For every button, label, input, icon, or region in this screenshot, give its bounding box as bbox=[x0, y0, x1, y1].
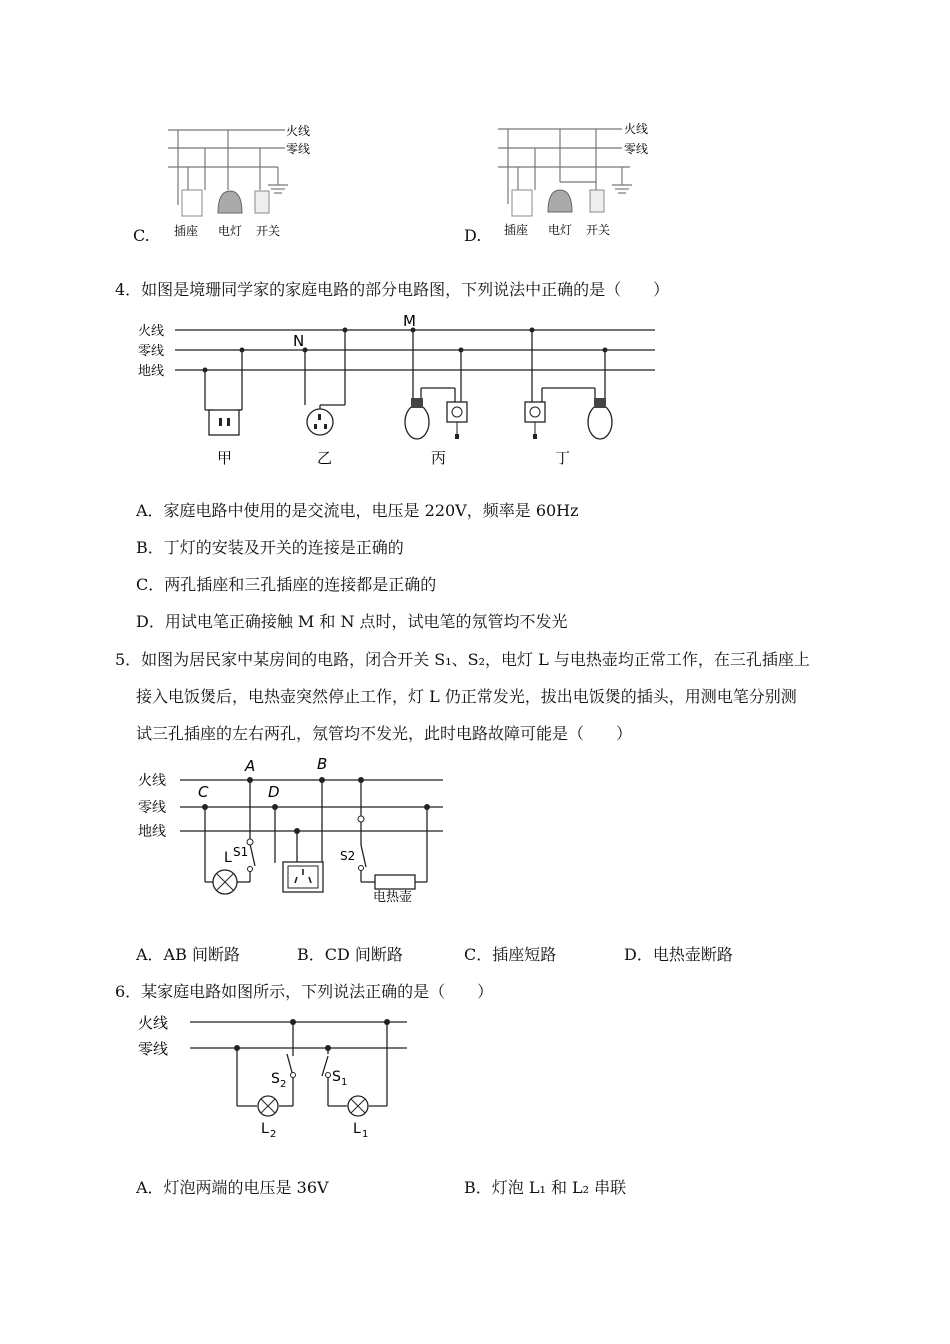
q6-option-a: A．灯泡两端的电压是 36V bbox=[136, 1178, 329, 1197]
svg-text:A: A bbox=[245, 757, 256, 775]
q6-stem: 6．某家庭电路如图所示，下列说法正确的是（ ） bbox=[115, 982, 494, 1001]
svg-text:2: 2 bbox=[280, 1079, 287, 1090]
svg-text:C: C bbox=[198, 783, 209, 801]
svg-text:S1: S1 bbox=[233, 845, 249, 859]
svg-text:开关: 开关 bbox=[256, 224, 281, 238]
svg-text:M: M bbox=[403, 312, 416, 330]
q5-stem-line2: 接入电饭煲后，电热壶突然停止工作，灯 L 仍正常发光，拔出电饭煲的插头，用测电笔分别测 bbox=[136, 687, 797, 706]
svg-text:丁: 丁 bbox=[555, 449, 571, 467]
q6-circuit-figure bbox=[135, 1008, 415, 1143]
svg-text:零线: 零线 bbox=[624, 142, 649, 156]
svg-text:零线: 零线 bbox=[138, 344, 165, 359]
svg-text:地线: 地线 bbox=[138, 824, 166, 840]
svg-text:电灯: 电灯 bbox=[548, 223, 573, 237]
svg-text:2: 2 bbox=[270, 1129, 277, 1140]
svg-text:电灯: 电灯 bbox=[218, 224, 243, 238]
q5-stem-line1: 5．如图为居民家中某房间的电路，闭合开关 S₁、S₂，电灯 L 与电热壶均正常工作，在三孔插座上 bbox=[115, 650, 810, 669]
svg-text:N: N bbox=[293, 332, 305, 350]
q3-option-d-figure bbox=[490, 112, 660, 242]
svg-text:零线: 零线 bbox=[138, 1040, 169, 1058]
svg-text:开关: 开关 bbox=[586, 223, 611, 237]
svg-text:零线: 零线 bbox=[286, 142, 311, 156]
q5-circuit-figure bbox=[135, 755, 450, 905]
q5-option-a: A．AB 间断路 bbox=[136, 945, 240, 964]
q5-stem-line3: 试三孔插座的左右两孔，氖管均不发光，此时电路故障可能是（ ） bbox=[136, 724, 633, 743]
svg-text:火线: 火线 bbox=[138, 1014, 169, 1032]
svg-text:D: D bbox=[268, 783, 280, 801]
svg-text:火线: 火线 bbox=[138, 773, 166, 789]
svg-text:S2: S2 bbox=[340, 849, 356, 863]
svg-text:甲: 甲 bbox=[217, 449, 233, 467]
svg-text:L: L bbox=[224, 850, 232, 866]
q6-option-b: B．灯泡 L₁ 和 L₂ 串联 bbox=[464, 1178, 627, 1197]
svg-text:S: S bbox=[332, 1069, 341, 1085]
q5-option-c: C．插座短路 bbox=[464, 945, 557, 964]
svg-text:零线: 零线 bbox=[138, 800, 166, 816]
svg-text:地线: 地线 bbox=[138, 364, 165, 379]
svg-text:B: B bbox=[317, 755, 328, 773]
q4-stem: 4．如图是境珊同学家的家庭电路的部分电路图，下列说法中正确的是（ ） bbox=[115, 280, 670, 299]
svg-text:乙: 乙 bbox=[317, 449, 333, 467]
svg-text:插座: 插座 bbox=[174, 224, 199, 238]
q3-option-d-letter: D. bbox=[464, 226, 482, 245]
q4-option-a: A．家庭电路中使用的是交流电，电压是 220V，频率是 60Hz bbox=[136, 501, 579, 520]
q5-option-d: D．电热壶断路 bbox=[624, 945, 733, 964]
svg-text:火线: 火线 bbox=[138, 324, 165, 339]
q3-option-c-letter: C. bbox=[133, 226, 150, 245]
q4-circuit-figure bbox=[135, 310, 660, 475]
svg-text:L: L bbox=[261, 1121, 269, 1137]
svg-text:火线: 火线 bbox=[286, 124, 311, 138]
svg-text:插座: 插座 bbox=[504, 223, 529, 237]
q4-option-b: B．丁灯的安装及开关的连接是正确的 bbox=[136, 538, 404, 557]
svg-text:1: 1 bbox=[341, 1077, 348, 1088]
svg-text:电热壶: 电热壶 bbox=[373, 890, 413, 905]
q3-option-c-figure bbox=[160, 115, 330, 245]
svg-text:S: S bbox=[271, 1071, 280, 1087]
svg-text:丙: 丙 bbox=[431, 449, 447, 467]
svg-text:1: 1 bbox=[362, 1129, 369, 1140]
q4-option-c: C．两孔插座和三孔插座的连接都是正确的 bbox=[136, 575, 437, 594]
q5-option-b: B．CD 间断路 bbox=[297, 945, 403, 964]
svg-text:L: L bbox=[353, 1121, 361, 1137]
svg-text:火线: 火线 bbox=[624, 122, 649, 136]
q4-option-d: D．用试电笔正确接触 M 和 N 点时，试电笔的氖管均不发光 bbox=[136, 612, 568, 631]
